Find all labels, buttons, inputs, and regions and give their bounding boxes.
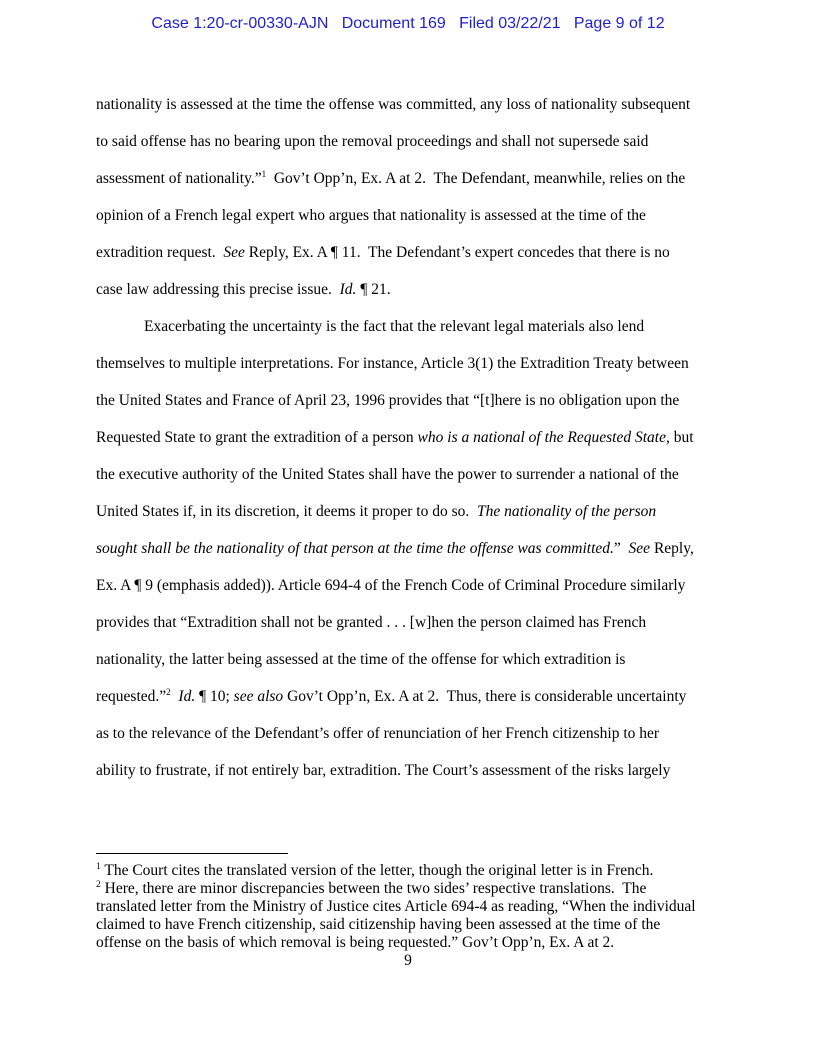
text: ¶ 10;	[195, 688, 234, 705]
citation-id: Id.	[339, 281, 357, 298]
footnote-mark-1: 1	[96, 861, 101, 872]
italic-text: who is a national of the Requested State	[417, 429, 666, 446]
body-line-8: themselves to multiple interpretations. For instance, Article 3(1) the Extradition Treaty between	[96, 355, 689, 372]
footnote-2-line-2: translated letter from the Ministry of Justice cites Article 694-4 as reading, “When the individual	[96, 898, 696, 915]
footnote-1	[96, 862, 653, 880]
body-line-7: Exacerbating the uncertainty is the fact that the relevant legal materials also lend	[144, 318, 645, 335]
text: , but	[665, 429, 694, 446]
footnote-2	[96, 880, 646, 898]
body-line-10	[96, 429, 694, 447]
body-line-17	[96, 688, 686, 706]
footnote-separator	[96, 853, 288, 854]
footnote-2-line-4: offense on the basis of which removal is being requested.” Gov’t Opp’n, Ex. A at 2.	[96, 934, 615, 951]
italic-text: sought shall be the nationality of that person at the time the offense was committed.	[96, 540, 614, 557]
footnote-text: Here, there are minor discrepancies between the two sides’ respective translations. The	[100, 880, 647, 897]
body-line-6	[96, 281, 391, 299]
text: United States if, in its discretion, it deems it proper to do so.	[96, 503, 477, 520]
text: ”	[613, 540, 629, 557]
body-line-5	[96, 244, 670, 262]
footnote-mark-2: 2	[96, 879, 101, 890]
italic-text: The nationality of the person	[477, 503, 657, 520]
footnote-ref-1: 1	[261, 168, 267, 179]
body-line-3	[96, 170, 685, 188]
page-number: 9	[404, 952, 412, 969]
body-line-4: opinion of a French legal expert who argues that nationality is assessed at the time of the	[96, 207, 646, 224]
body-line-15: provides that “Extradition shall not be granted . . . [w]hen the person claimed has French	[96, 614, 647, 631]
body-line-12	[96, 503, 656, 521]
text: requested.”	[96, 688, 167, 705]
body-line-2: to said offense has no bearing upon the removal proceedings and shall not supersede said	[96, 133, 649, 150]
citation-signal: See	[628, 540, 651, 557]
text: Gov’t Opp’n, Ex. A at 2. Thus, there is considerable uncertainty	[283, 688, 687, 705]
text: ¶ 21.	[356, 281, 391, 298]
footnote-text: The Court cites the translated version of the letter, though the original letter is in French.	[100, 862, 654, 879]
text: extradition request.	[96, 244, 224, 261]
body-line-18: as to the relevance of the Defendant’s offer of renunciation of her French citizenship to her	[96, 725, 660, 742]
text: Requested State to grant the extradition of a person	[96, 429, 418, 446]
footnote-2-line-3: claimed to have French citizenship, said citizenship having been assessed at the time of the	[96, 916, 661, 933]
body-line-13	[96, 540, 694, 558]
footnote-ref-2: 2	[166, 686, 171, 697]
text: Reply,	[650, 540, 694, 557]
body-line-1: nationality is assessed at the time the offense was committed, any loss of nationality subsequent	[96, 96, 691, 113]
body-line-11: the executive authority of the United States shall have the power to surrender a national of the	[96, 466, 679, 483]
body-line-14: Ex. A ¶ 9 (emphasis added)). Article 694-4 of the French Code of Criminal Procedure similarly	[96, 577, 686, 594]
citation-signal: see also	[233, 688, 284, 705]
citation-signal: See	[223, 244, 245, 261]
body-line-9: the United States and France of April 23, 1996 provides that “[t]here is no obligation upon the	[96, 392, 680, 409]
text: Reply, Ex. A ¶ 11. The Defendant’s expert concedes that there is no	[244, 244, 670, 261]
text: assessment of nationality.”	[96, 170, 262, 187]
body-line-19: ability to frustrate, if not entirely bar, extradition. The Court’s assessment of the risks largely	[96, 762, 671, 779]
body-line-16: nationality, the latter being assessed at the time of the offense for which extradition is	[96, 651, 626, 668]
citation-id: Id.	[178, 688, 196, 705]
case-header: Case 1:20-cr-00330-AJN Document 169 Filed 03/22/21 Page 9 of 12	[151, 15, 665, 32]
text: Gov’t Opp’n, Ex. A at 2. The Defendant, meanwhile, relies on the	[266, 170, 686, 187]
text: case law addressing this precise issue.	[96, 281, 340, 298]
